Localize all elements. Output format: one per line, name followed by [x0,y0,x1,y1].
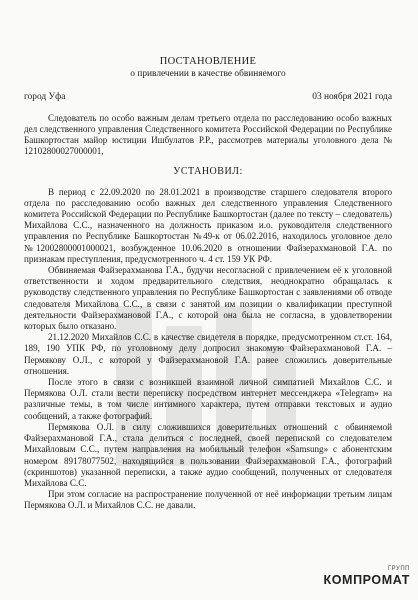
paragraph: 21.12.2020 Михайлов С.С. в качестве свидетеля в порядке, предусмотренном ст.ст. 164, 189, 190 УПК РФ, по уголовному делу допросил знакомую Файзерахмановой Г.А. – Пермякову О.Л., с которой у Файзерахмановой Г.А. ранее сложились доверительные отношения. [24,332,392,376]
paragraph: Обвиняемая Файзерахманова Г.А., будучи несогласной с привлечением её к уголовной ответственности и ходом предварительного следствия, неоднократно обращалась к руководству следственного управления по Республике Башкортостан с заявлениями об отводе следователя Михайлова С.С., в связи с занятой им позиции о квалификации преступной деятельности Файзерахмановой Г.А., с которой она была не согласна, в удовлетворении которых было отказано. [24,265,392,332]
intro-paragraph: Следователь по особо важным делам третьего отдела по расследованию особо важных дел следственного управления Следственного комитета Российской Федерации по Республике Башкортостан майор юстиции Ишбулатов Р.Р., рассмотрев материалы уголовного дела № 12102800027000001, [24,112,392,157]
document-body [24,56,392,512]
paragraph: Пермякова О.Л. в силу сложившихся доверительных отношений с обвиняемой Файзерахмановой Г.А., стала делиться с последней, своей перепиской со следователем Михайловым С.С., путем направления на мобильный телефон «Samsung» с абонентским номером 89178077502, находящийся в пользовании Файзерахмановой Г.А., фотографий (скриншотов) указанной переписки, а также аудио сообщений, полученных от следователя Михайлова С.С. [24,421,392,488]
document-title: ПОСТАНОВЛЕНИЕ [159,56,257,67]
kompromat-logo [316,566,412,596]
section-heading: УСТАНОВИЛ: [173,166,243,178]
city: город Уфа [24,92,66,103]
paragraph: В период с 22.09.2020 по 28.01.2021 в производстве старшего следователя второго отдела по расследованию особо важных дел следственного управления Следственного комитета Российской Федерации по Республике Башкортостан (далее по тексту – следователь) Михайлова С.С., назначенного на должность приказом и.о. руководителя следственного управления по Республике Башкортостан №49-к от 06.02.2016, находилось уголовное дело №12002800001000021, возбужденное 10.06.2020 в отношении Файзерахмановой Г.А. по признакам преступления, предусмотренного ч. 4 ст. 159 УК РФ. [24,186,392,264]
paragraph: При этом согласие на распространение полученной от неё информации третьим лицам Пермякова О.Л. и Михайлов С.С. не давали. [24,489,392,511]
paragraph: После этого в связи с возникшей взаимной личной симпатией Михайлов С.С. и Пермякова О.Л. стали вести переписку посредством интернет мессенджера «Telegram» на различные темы, в том числе интимного характера, путем отправки текстовых и аудио сообщений, а также фотографий. [24,377,392,421]
place-date-row [24,92,392,103]
logo-main-text: КОМПРОМАТ [323,573,410,587]
document-subtitle: о привлечении в качестве обвиняемого [130,69,286,80]
date: 03 ноября 2021 года [312,92,392,103]
logo-top-text: ГРУПП [387,566,410,572]
